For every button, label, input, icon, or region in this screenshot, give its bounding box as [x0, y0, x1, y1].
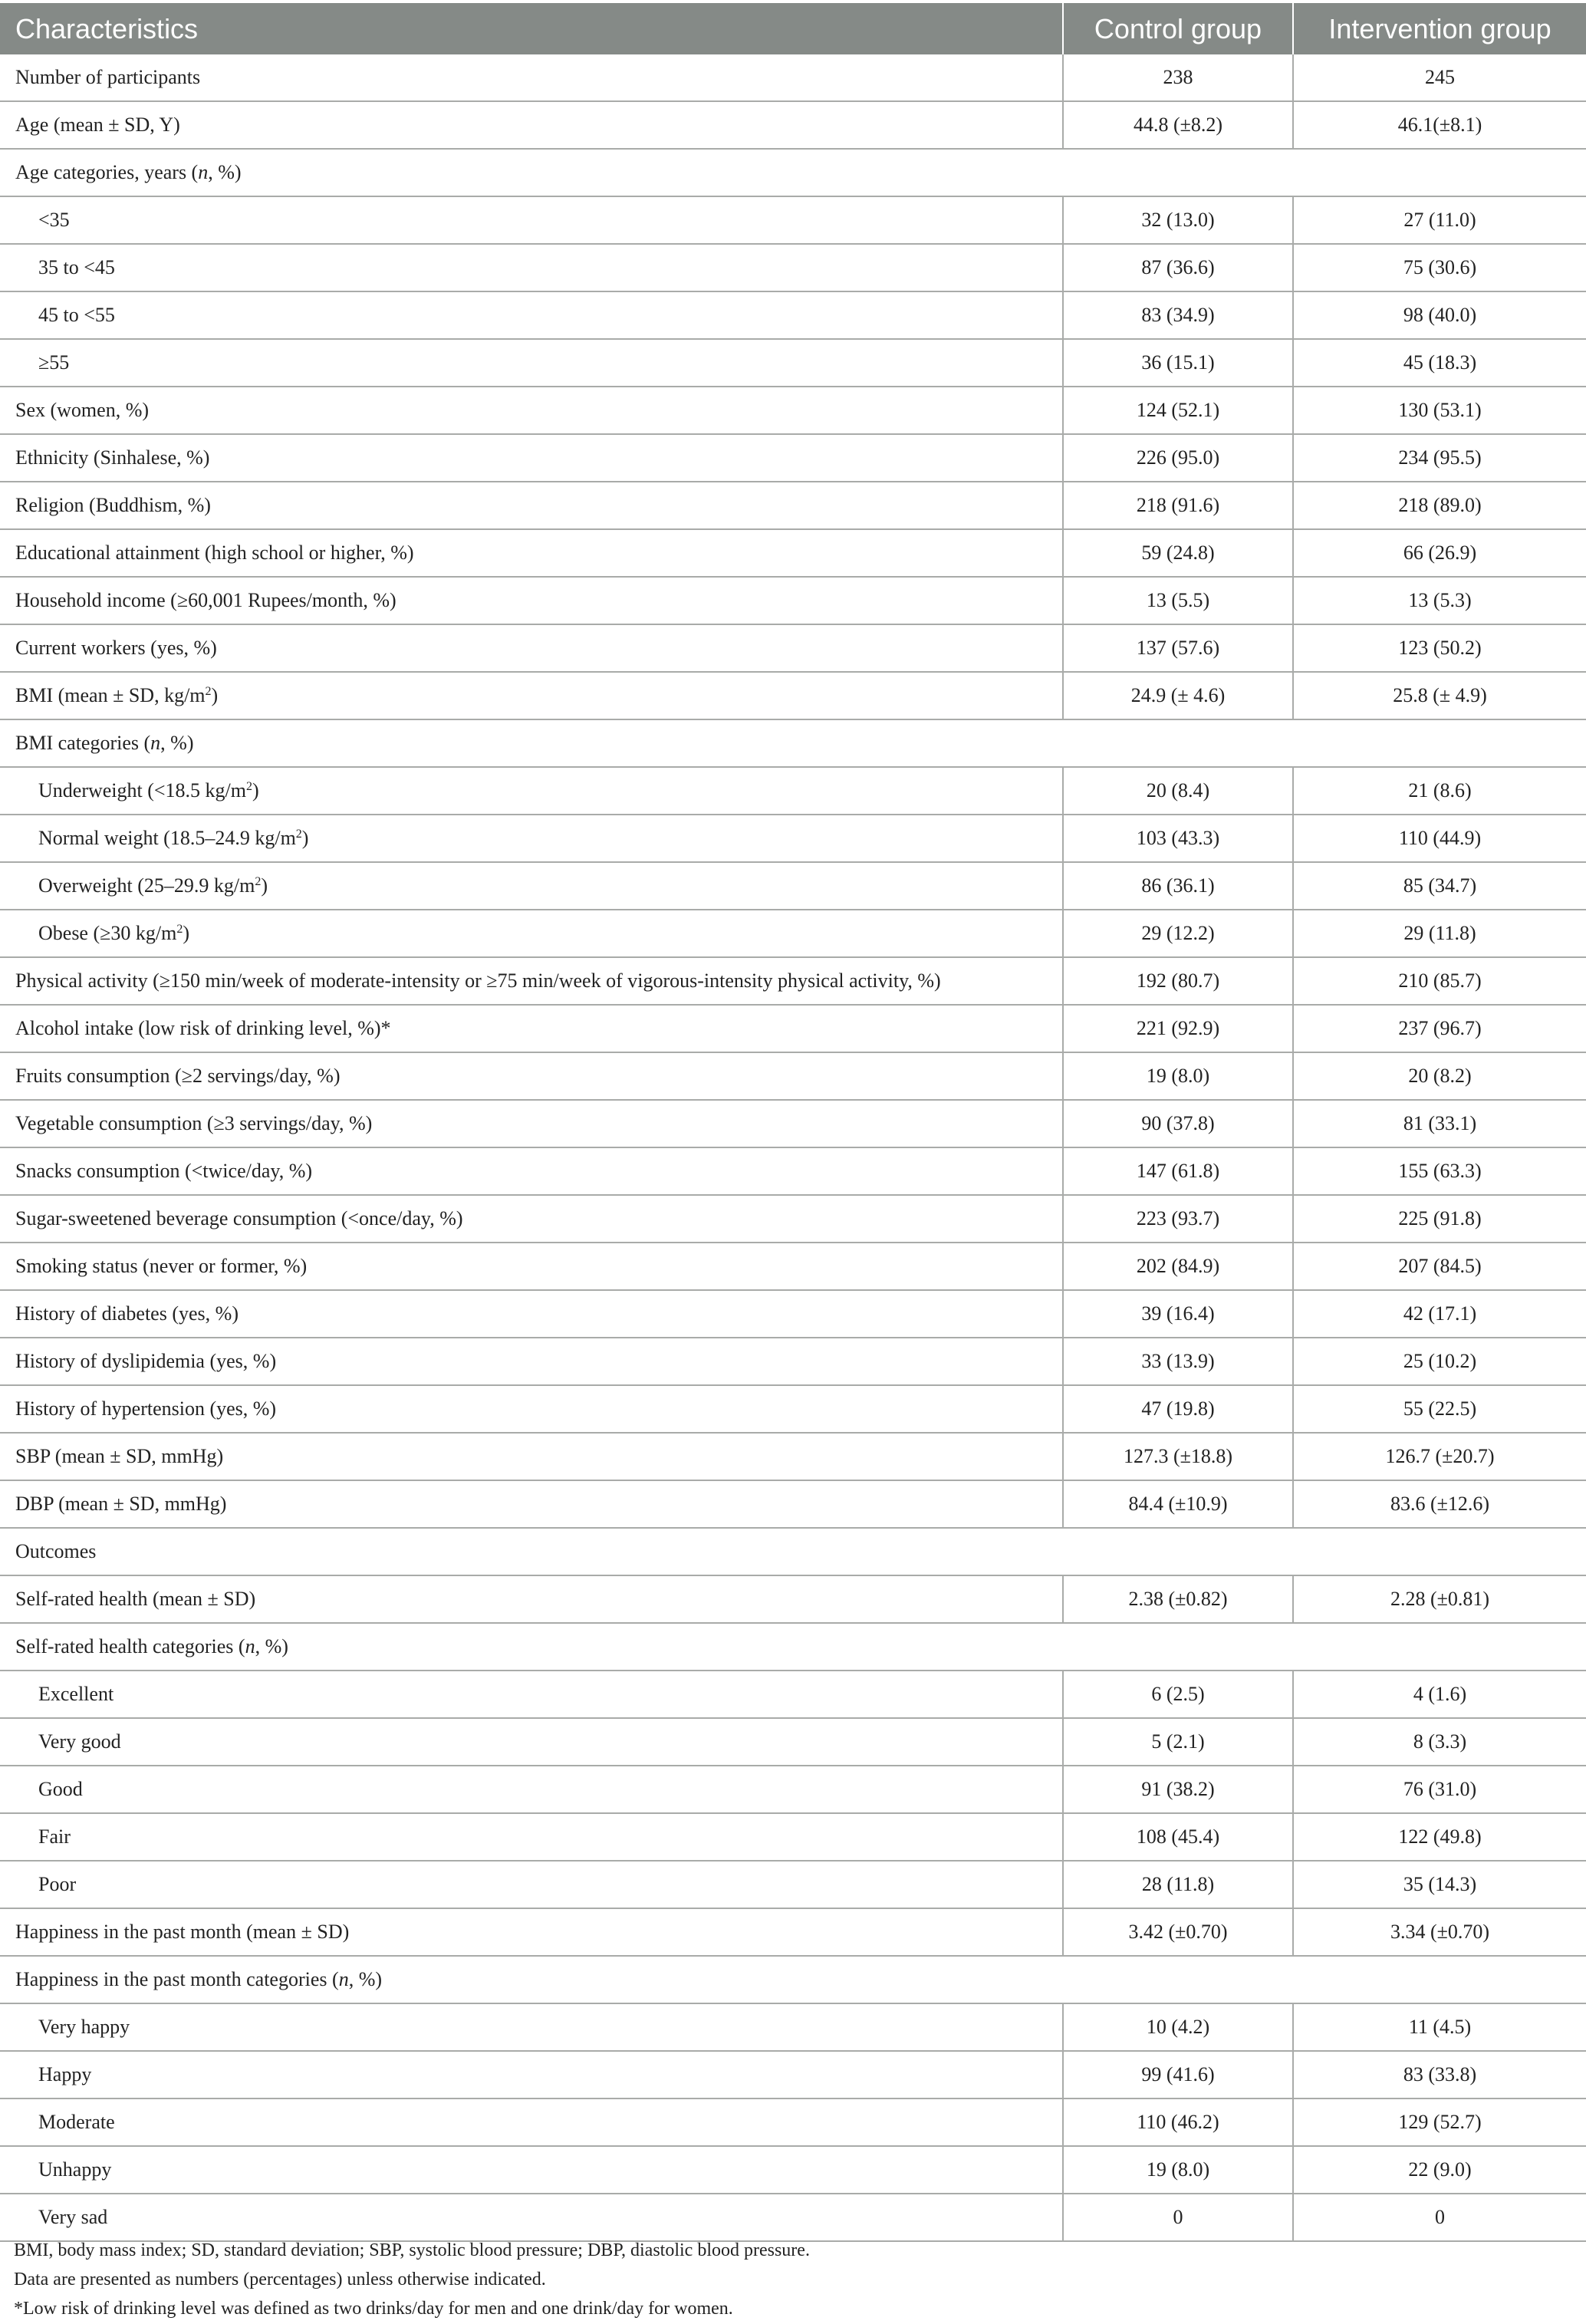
control-value: 147 (61.8) [1063, 1147, 1293, 1195]
characteristics-table [0, 3, 1586, 2242]
row-label: Number of participants [0, 54, 1063, 101]
intervention-value: 25 (10.2) [1293, 1338, 1586, 1385]
row-label: Vegetable consumption (≥3 servings/day, %) [0, 1100, 1063, 1147]
row-label: Moderate [0, 2099, 1063, 2146]
row-label: Age categories, years (n, %) [0, 149, 1586, 196]
header-characteristics: Characteristics [0, 3, 1063, 54]
table-row [0, 2194, 1586, 2241]
row-label: Alcohol intake (low risk of drinking level, %)* [0, 1005, 1063, 1052]
intervention-value: 126.7 (±20.7) [1293, 1433, 1586, 1480]
control-value: 192 (80.7) [1063, 957, 1293, 1005]
table-row [0, 624, 1586, 672]
intervention-value: 13 (5.3) [1293, 577, 1586, 624]
control-value: 6 (2.5) [1063, 1671, 1293, 1718]
intervention-value: 210 (85.7) [1293, 957, 1586, 1005]
table-row [0, 1433, 1586, 1480]
control-value: 91 (38.2) [1063, 1766, 1293, 1813]
table-section-row [0, 719, 1586, 767]
table-row [0, 910, 1586, 957]
control-value: 19 (8.0) [1063, 2146, 1293, 2194]
intervention-value: 245 [1293, 54, 1586, 101]
intervention-value: 129 (52.7) [1293, 2099, 1586, 2146]
row-label: Underweight (<18.5 $kg/m^2$) [0, 767, 1063, 815]
table-row [0, 2051, 1586, 2099]
intervention-value: 27 (11.0) [1293, 196, 1586, 244]
row-label: Fair [0, 1813, 1063, 1861]
control-value: 10 (4.2) [1063, 2003, 1293, 2051]
row-label: Educational attainment (high school or higher, %) [0, 529, 1063, 577]
row-label: History of hypertension (yes, %) [0, 1385, 1063, 1433]
row-label: Happiness in the past month (mean ± SD) [0, 1908, 1063, 1956]
intervention-value: 8 (3.3) [1293, 1718, 1586, 1766]
row-label: Excellent [0, 1671, 1063, 1718]
control-value: 5 (2.1) [1063, 1718, 1293, 1766]
row-label: Sex (women, %) [0, 387, 1063, 434]
intervention-value: 130 (53.1) [1293, 387, 1586, 434]
control-value: 47 (19.8) [1063, 1385, 1293, 1433]
control-value: 3.42 (±0.70) [1063, 1908, 1293, 1956]
table-row [0, 1147, 1586, 1195]
row-label: Age (mean ± SD, Y) [0, 101, 1063, 149]
intervention-value: 45 (18.3) [1293, 339, 1586, 387]
control-value: 223 (93.7) [1063, 1195, 1293, 1243]
row-label: Very happy [0, 2003, 1063, 2051]
table-row [0, 387, 1586, 434]
row-label: Happy [0, 2051, 1063, 2099]
control-value: 36 (15.1) [1063, 339, 1293, 387]
table-row [0, 244, 1586, 291]
control-value: 32 (13.0) [1063, 196, 1293, 244]
row-label: <35 [0, 196, 1063, 244]
intervention-value: 234 (95.5) [1293, 434, 1586, 482]
row-label: ≥55 [0, 339, 1063, 387]
control-value: 103 (43.3) [1063, 815, 1293, 862]
control-value: 20 (8.4) [1063, 767, 1293, 815]
intervention-value: 55 (22.5) [1293, 1385, 1586, 1433]
control-value: 108 (45.4) [1063, 1813, 1293, 1861]
control-value: 221 (92.9) [1063, 1005, 1293, 1052]
row-label: Normal weight (18.5–24.9 $kg/m^2$) [0, 815, 1063, 862]
table-row [0, 101, 1586, 149]
intervention-value: 20 (8.2) [1293, 1052, 1586, 1100]
table-header-row [0, 3, 1586, 54]
table-row [0, 1290, 1586, 1338]
footnote-abbreviations: BMI, body mass index; SD, standard deviation; SBP, systolic blood pressure; DBP, diastolic blood pressure. [14, 2240, 810, 2260]
row-label: History of diabetes (yes, %) [0, 1290, 1063, 1338]
table-row [0, 1575, 1586, 1623]
footnote-data-presentation: Data are presented as numbers (percentages) unless otherwise indicated. [14, 2270, 546, 2289]
row-label: Snacks consumption (<twice/day, %) [0, 1147, 1063, 1195]
intervention-value: 46.1(±8.1) [1293, 101, 1586, 149]
intervention-value: 35 (14.3) [1293, 1861, 1586, 1908]
header-control-group: Control group [1063, 3, 1293, 54]
intervention-value: 81 (33.1) [1293, 1100, 1586, 1147]
footnote-drinking-level: *Low risk of drinking level was defined as two drinks/day for men and one drink/day for women. [14, 2299, 733, 2319]
control-value: 99 (41.6) [1063, 2051, 1293, 2099]
table-row [0, 434, 1586, 482]
table-row [0, 957, 1586, 1005]
table-row [0, 1385, 1586, 1433]
table-section-row [0, 1956, 1586, 2003]
table-row [0, 1908, 1586, 1956]
table-row [0, 577, 1586, 624]
control-value: 44.8 (±8.2) [1063, 101, 1293, 149]
row-label: DBP (mean ± SD, mmHg) [0, 1480, 1063, 1528]
control-value: 124 (52.1) [1063, 387, 1293, 434]
intervention-value: 42 (17.1) [1293, 1290, 1586, 1338]
row-label: History of dyslipidemia (yes, %) [0, 1338, 1063, 1385]
table-row [0, 1813, 1586, 1861]
control-value: 28 (11.8) [1063, 1861, 1293, 1908]
intervention-value: 218 (89.0) [1293, 482, 1586, 529]
table-row [0, 1243, 1586, 1290]
control-value: 24.9 (± 4.6) [1063, 672, 1293, 719]
control-value: 39 (16.4) [1063, 1290, 1293, 1338]
table-row [0, 672, 1586, 719]
table-body [0, 54, 1586, 2241]
control-value: 86 (36.1) [1063, 862, 1293, 910]
header-intervention-group: Intervention group [1293, 3, 1586, 54]
table-section-row [0, 1528, 1586, 1575]
table-row [0, 1718, 1586, 1766]
intervention-value: 237 (96.7) [1293, 1005, 1586, 1052]
control-value: 110 (46.2) [1063, 2099, 1293, 2146]
row-label: Ethnicity (Sinhalese, %) [0, 434, 1063, 482]
intervention-value: 75 (30.6) [1293, 244, 1586, 291]
intervention-value: 4 (1.6) [1293, 1671, 1586, 1718]
table-row [0, 1480, 1586, 1528]
row-label: Household income (≥60,001 Rupees/month, %) [0, 577, 1063, 624]
row-label: Very good [0, 1718, 1063, 1766]
intervention-value: 207 (84.5) [1293, 1243, 1586, 1290]
control-value: 83 (34.9) [1063, 291, 1293, 339]
control-value: 87 (36.6) [1063, 244, 1293, 291]
table-section-row [0, 149, 1586, 196]
table-section-row [0, 1623, 1586, 1671]
row-label: Self-rated health (mean ± SD) [0, 1575, 1063, 1623]
row-label: Happiness in the past month categories (n, %) [0, 1956, 1586, 2003]
control-value: 127.3 (±18.8) [1063, 1433, 1293, 1480]
row-label: BMI categories (n, %) [0, 719, 1586, 767]
row-label: 35 to <45 [0, 244, 1063, 291]
table-row [0, 1766, 1586, 1813]
table-row [0, 1671, 1586, 1718]
table-row [0, 2099, 1586, 2146]
row-label: Physical activity (≥150 min/week of moderate-intensity or ≥75 min/week of vigorous-intensity physical activity, %) [0, 957, 1063, 1005]
row-label: Very sad [0, 2194, 1063, 2241]
intervention-value: 123 (50.2) [1293, 624, 1586, 672]
intervention-value: 2.28 (±0.81) [1293, 1575, 1586, 1623]
intervention-value: 3.34 (±0.70) [1293, 1908, 1586, 1956]
intervention-value: 110 (44.9) [1293, 815, 1586, 862]
table-row [0, 1100, 1586, 1147]
intervention-value: 122 (49.8) [1293, 1813, 1586, 1861]
table-row [0, 54, 1586, 101]
table-row [0, 2146, 1586, 2194]
table-row [0, 482, 1586, 529]
control-value: 84.4 (±10.9) [1063, 1480, 1293, 1528]
row-label: Smoking status (never or former, %) [0, 1243, 1063, 1290]
row-label: Fruits consumption (≥2 servings/day, %) [0, 1052, 1063, 1100]
control-value: 202 (84.9) [1063, 1243, 1293, 1290]
table-row [0, 1052, 1586, 1100]
table-row [0, 862, 1586, 910]
row-label: Self-rated health categories (n, %) [0, 1623, 1586, 1671]
row-label: Outcomes [0, 1528, 1586, 1575]
row-label: Overweight (25–29.9 $kg/m^2$) [0, 862, 1063, 910]
row-label: BMI (mean ± SD, $kg/m^2$) [0, 672, 1063, 719]
row-label: Obese (≥30 $kg/m^2$) [0, 910, 1063, 957]
control-value: 218 (91.6) [1063, 482, 1293, 529]
intervention-value: 22 (9.0) [1293, 2146, 1586, 2194]
intervention-value: 25.8 (± 4.9) [1293, 672, 1586, 719]
control-value: 226 (95.0) [1063, 434, 1293, 482]
control-value: 90 (37.8) [1063, 1100, 1293, 1147]
row-label: Good [0, 1766, 1063, 1813]
table-row [0, 1195, 1586, 1243]
intervention-value: 29 (11.8) [1293, 910, 1586, 957]
table-row [0, 196, 1586, 244]
intervention-value: 83 (33.8) [1293, 2051, 1586, 2099]
table-row [0, 1861, 1586, 1908]
control-value: 33 (13.9) [1063, 1338, 1293, 1385]
control-value: 59 (24.8) [1063, 529, 1293, 577]
table-row [0, 2003, 1586, 2051]
table-row [0, 339, 1586, 387]
intervention-value: 21 (8.6) [1293, 767, 1586, 815]
table-row [0, 291, 1586, 339]
row-label: Sugar-sweetened beverage consumption (<once/day, %) [0, 1195, 1063, 1243]
table-row [0, 1338, 1586, 1385]
table-row [0, 767, 1586, 815]
control-value: 238 [1063, 54, 1293, 101]
table-row [0, 1005, 1586, 1052]
control-value: 137 (57.6) [1063, 624, 1293, 672]
row-label: 45 to <55 [0, 291, 1063, 339]
row-label: Poor [0, 1861, 1063, 1908]
row-label: SBP (mean ± SD, mmHg) [0, 1433, 1063, 1480]
intervention-value: 0 [1293, 2194, 1586, 2241]
control-value: 0 [1063, 2194, 1293, 2241]
table-row [0, 815, 1586, 862]
intervention-value: 225 (91.8) [1293, 1195, 1586, 1243]
row-label: Current workers (yes, %) [0, 624, 1063, 672]
intervention-value: 155 (63.3) [1293, 1147, 1586, 1195]
intervention-value: 98 (40.0) [1293, 291, 1586, 339]
intervention-value: 11 (4.5) [1293, 2003, 1586, 2051]
intervention-value: 66 (26.9) [1293, 529, 1586, 577]
control-value: 2.38 (±0.82) [1063, 1575, 1293, 1623]
table-footnotes [14, 2236, 810, 2323]
intervention-value: 83.6 (±12.6) [1293, 1480, 1586, 1528]
row-label: Religion (Buddhism, %) [0, 482, 1063, 529]
intervention-value: 85 (34.7) [1293, 862, 1586, 910]
control-value: 29 (12.2) [1063, 910, 1293, 957]
intervention-value: 76 (31.0) [1293, 1766, 1586, 1813]
control-value: 19 (8.0) [1063, 1052, 1293, 1100]
row-label: Unhappy [0, 2146, 1063, 2194]
control-value: 13 (5.5) [1063, 577, 1293, 624]
table-row [0, 529, 1586, 577]
